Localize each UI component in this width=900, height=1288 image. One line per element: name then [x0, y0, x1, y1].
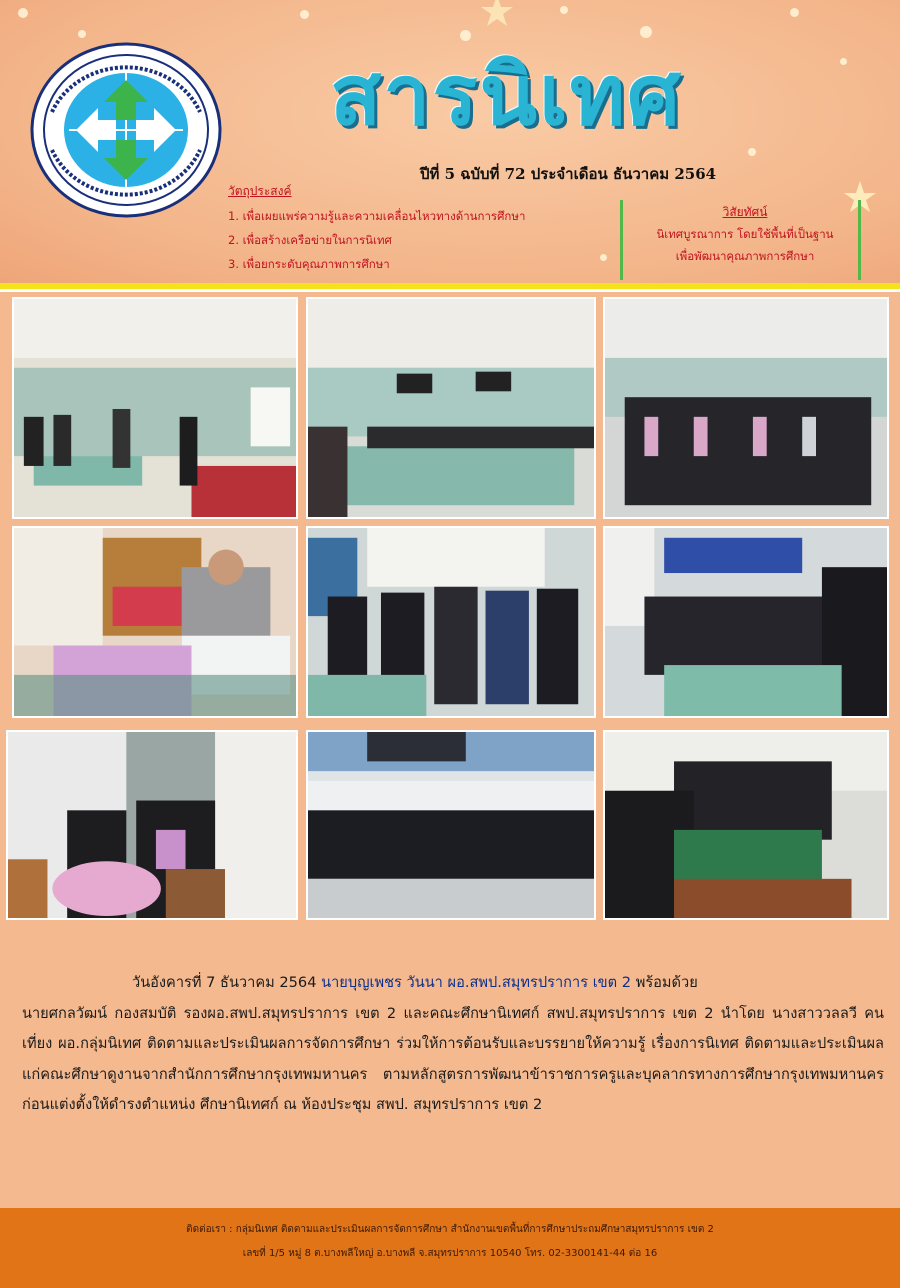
vision-heading: วิสัยทัศน์ [722, 205, 768, 219]
newsletter-title: สารนิเทศ [330, 46, 683, 144]
star-icon [480, 0, 514, 28]
speaker-at-laptop-photo [14, 528, 296, 716]
masthead [0, 0, 900, 285]
logo [30, 42, 222, 218]
divider [620, 200, 623, 280]
objective-item: 1. เพื่อเผยแพร่ความรู้และความเคลื่อนไหวทางด้านการศึกษา [228, 209, 526, 223]
story-director: นายบุญเพชร วันนา ผอ.สพป.สมุทรปราการ เขต 2 [321, 974, 632, 991]
event-photo [603, 526, 889, 718]
decorative-dot [840, 58, 847, 65]
story-body: นายศกลวัฒน์ กองสมบัติ รองผอ.สพป.สมุทรปราการ เขต 2 และคณะศึกษานิเทศก์ สพป.สมุทรปราการ เขต 2 นำโดย นางสาววลลวี คนเที่ยง ผอ.กลุ่มนิเทศ ติดตามและประเมินผลการจัดการศึกษา ร่วมให้การต้อนรับและบรรยายให้ความรู้ เรื่องการนิเทศ ติดตามและประเมินผล แก่คณะศึกษาดูงานจากสำนักการศึกษากรุงเทพมหานคร ตามหลักสูตรการพัฒนาข้าราชการครูและบุคลากรทางการศึกษากรุงเทพมหานคร ก่อนแต่งตั้งให้ดำรงตำแหน่ง ศึกษานิเทศก์ ณ ห้องประชุม สพป. สมุทรปราการ เขต 2 [22, 1004, 884, 1113]
decorative-dot [300, 10, 309, 19]
large-group-outdoor-photo [308, 732, 594, 918]
decorative-dot [600, 254, 607, 261]
objective-item: 2. เพื่อสร้างเครือข่ายในการนิเทศ [228, 233, 392, 247]
news-story [22, 968, 884, 1121]
decorative-dot [790, 8, 799, 17]
vision-line: เพื่อพัฒนาคุณภาพการศึกษา [675, 249, 815, 263]
event-photo [12, 297, 298, 519]
seated-audience-photo [308, 299, 594, 517]
vision-line: นิเทศบูรณาการ โดยใช้พื้นที่เป็นฐาน [656, 227, 834, 241]
desk-meeting-photo [605, 732, 887, 918]
footer-contact: ติดต่อเรา : กลุ่มนิเทศ ติดตามและประเมินผลการจัดการศึกษา สำนักงานเขตพื้นที่การศึกษาประถมศึกษาสมุทรปราการ เขต 2 [186, 1224, 714, 1235]
registration-table-photo [605, 528, 887, 716]
footer [0, 1208, 900, 1288]
footer-address: เลขที่ 1/5 หมู่ 8 ต.บางพลีใหญ่ อ.บางพลี จ.สมุทรปราการ 10540 โทร. 02-3300141-44 ต่อ 16 [242, 1248, 658, 1259]
event-photo [306, 297, 596, 519]
story-first-line [22, 968, 884, 999]
event-photo [306, 526, 596, 718]
decorative-dot [560, 6, 568, 14]
event-photo [6, 730, 298, 920]
story-date: วันอังคารที่ 7 ธันวาคม 2564 [132, 974, 322, 991]
objectives-list [228, 204, 525, 276]
event-photo [603, 730, 889, 920]
event-photo [12, 526, 298, 718]
women-at-podium-photo [8, 732, 296, 918]
group-standing-photo [605, 299, 887, 517]
white-rule [0, 289, 900, 292]
meeting-room-presentation-photo [14, 299, 296, 517]
decorative-dot [18, 8, 28, 18]
story-with: พร้อมด้วย [631, 974, 698, 991]
issue-label: ปีที่ 5 ฉบับที่ 72 ประจำเดือน ธันวาคม 2564 [420, 165, 717, 183]
divider [858, 200, 861, 280]
event-photo [306, 730, 596, 920]
objective-item: 3. เพื่อยกระดับคุณภาพการศึกษา [228, 257, 390, 271]
decorative-dot [640, 26, 652, 38]
decorative-dot [78, 30, 86, 38]
objectives-heading: วัตถุประสงค์ [228, 184, 292, 198]
five-women-standing-photo [308, 528, 594, 716]
event-photo [603, 297, 889, 519]
